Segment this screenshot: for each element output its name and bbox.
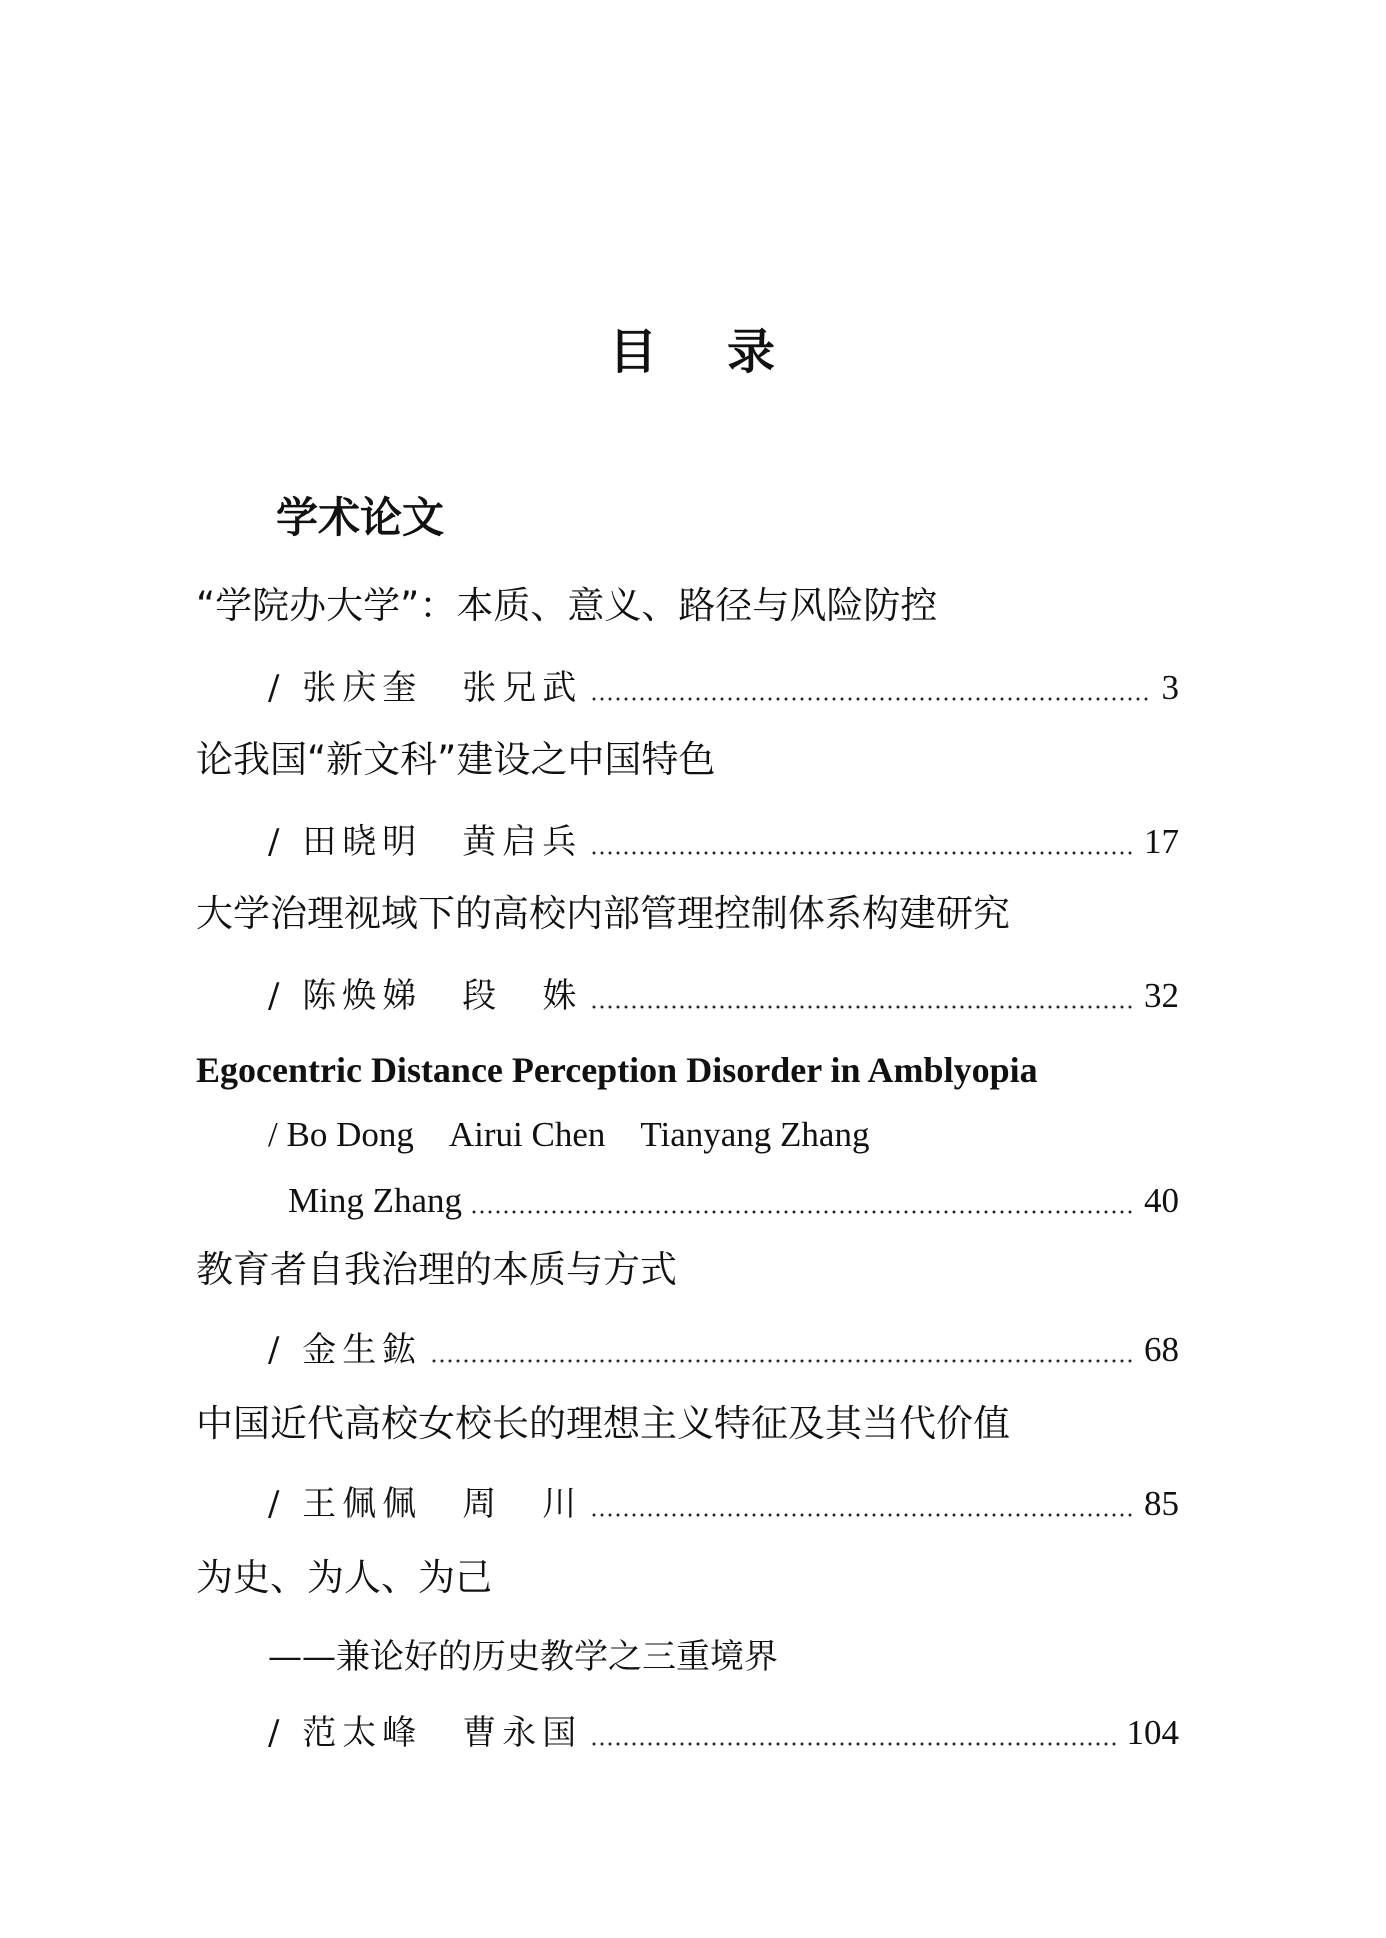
entry-page-3: 32: [1144, 976, 1179, 1015]
entry-page-1: 3: [1161, 668, 1179, 707]
entry-title-6[interactable]: 中国近代高校女校长的理想主义特征及其当代价值: [196, 1402, 1010, 1445]
author-line-3[interactable]: [268, 973, 1179, 1019]
entry-page-4: 40: [1144, 1181, 1179, 1220]
dot-leader: [430, 1359, 1134, 1363]
entry-subtitle-7: ——兼论好的历史教学之三重境界: [268, 1637, 778, 1677]
entry-title-4[interactable]: Egocentric Distance Perception Disorder in Amblyopia: [196, 1050, 1038, 1090]
entry-title-3[interactable]: 大学治理视域下的高校内部管理控制体系构建研究: [196, 892, 1010, 935]
entry-authors-4b: Ming Zhang: [288, 1181, 463, 1220]
entry-page-2: 17: [1144, 822, 1179, 861]
dot-leader: [590, 1513, 1134, 1517]
author-line-1[interactable]: [268, 665, 1179, 711]
entry-page-5: 68: [1144, 1330, 1179, 1369]
entry-authors-7: / 范太峰 曹永国: [268, 1713, 583, 1753]
entry-authors-4a: / Bo Dong Airui Chen Tianyang Zhang: [268, 1115, 870, 1154]
page-title: [0, 322, 1386, 382]
dot-leader: [590, 1005, 1134, 1009]
entry-authors-1: / 张庆奎 张兄武: [268, 668, 583, 708]
entry-authors-5: / 金生鈜: [268, 1330, 423, 1370]
dot-leader: [590, 697, 1151, 701]
entry-title-1[interactable]: “学院办大学”：本质、意义、路径与风险防控: [196, 584, 938, 627]
entry-authors-2: / 田晓明 黄启兵: [268, 822, 583, 862]
entry-authors-3: / 陈焕娣 段 姝: [268, 976, 583, 1016]
entry-page-6: 85: [1144, 1484, 1179, 1523]
author-line-6[interactable]: [268, 1481, 1179, 1527]
page-title-right: 录: [727, 324, 778, 380]
page-title-left: 目: [608, 324, 659, 380]
entry-authors-6: / 王佩佩 周 川: [268, 1484, 583, 1524]
entry-title-5[interactable]: 教育者自我治理的本质与方式: [196, 1248, 677, 1291]
section-heading: 学术论文: [276, 493, 445, 542]
dot-leader: [590, 1742, 1116, 1746]
entry-title-2[interactable]: 论我国“新文科”建设之中国特色: [196, 738, 716, 781]
author-line-2[interactable]: [268, 819, 1179, 865]
entry-title-7[interactable]: 为史、为人、为己: [196, 1556, 492, 1599]
author-line-4b[interactable]: [288, 1178, 1179, 1224]
author-line-5[interactable]: [268, 1327, 1179, 1373]
entry-page-7: 104: [1126, 1713, 1179, 1752]
author-line-4a: [268, 1112, 869, 1158]
dot-leader: [470, 1210, 1134, 1214]
author-line-7[interactable]: [268, 1710, 1179, 1756]
dot-leader: [590, 851, 1134, 855]
